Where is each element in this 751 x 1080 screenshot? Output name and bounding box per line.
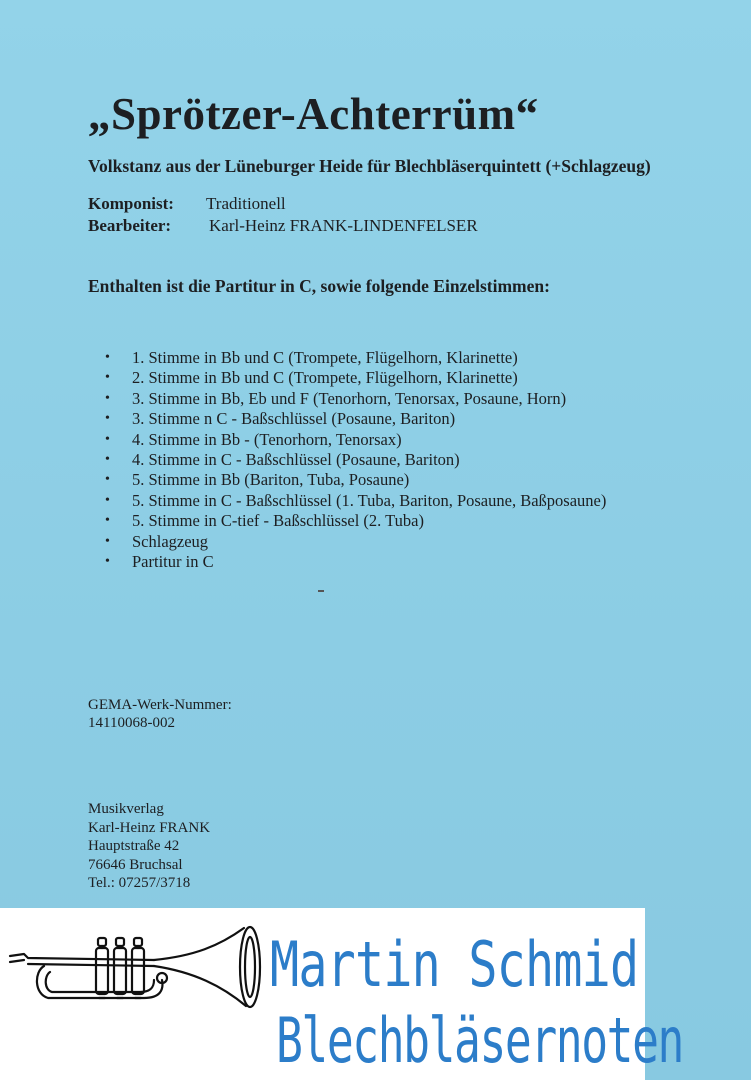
scan-speck xyxy=(318,590,324,592)
composer-name: Traditionell xyxy=(206,194,286,213)
contents-heading: Enthalten ist die Partitur in C, sowie folgende Einzelstimmen: xyxy=(88,276,550,296)
gema-number: 14110068-002 xyxy=(88,715,175,731)
publisher-line: 76646 Bruchsal xyxy=(88,856,183,873)
list-item: • 5. Stimme in Bb (Bariton, Tuba, Posaune) xyxy=(105,470,606,490)
list-item: • 2. Stimme in Bb und C (Trompete, Flügelhorn, Klarinette) xyxy=(105,368,606,388)
arranger-label: Bearbeiter: xyxy=(88,216,172,235)
publisher-line: Hauptstraße 42 xyxy=(88,838,180,855)
gema-block xyxy=(88,696,232,732)
composer-label: Komponist: xyxy=(88,194,174,213)
gema-label: GEMA-Werk-Nummer: xyxy=(88,697,232,713)
watermark-line-1: Martin Schmid xyxy=(270,928,639,1001)
trumpet-icon xyxy=(4,920,272,1012)
publisher-line: Tel.: 07257/3718 xyxy=(88,875,191,892)
publisher-line: Karl-Heinz FRANK xyxy=(88,819,211,836)
list-item: • 4. Stimme in C - Baßschlüssel (Posaune, Bariton) xyxy=(105,450,606,470)
watermark-banner xyxy=(0,908,683,1080)
publisher-address xyxy=(88,800,210,893)
list-item: • 3. Stimme n C - Baßschlüssel (Posaune, Bariton) xyxy=(105,409,606,429)
list-item: • Schlagzeug xyxy=(105,532,606,552)
arranger-line xyxy=(88,216,478,236)
list-item: • 5. Stimme in C-tief - Baßschlüssel (2. Tuba) xyxy=(105,511,606,531)
piece-subtitle: Volkstanz aus der Lüneburger Heide für Blechbläserquintett (+Schlagzeug) xyxy=(88,156,651,176)
arranger-name: Karl-Heinz FRANK-LINDENFELSER xyxy=(209,216,478,235)
piece-title: „Sprötzer-Achterrüm“ xyxy=(88,89,539,139)
list-item: • 1. Stimme in Bb und C (Trompete, Flügelhorn, Klarinette) xyxy=(105,348,606,368)
publisher-line: Musikverlag xyxy=(88,801,164,817)
list-item: • Partitur in C xyxy=(105,552,606,572)
parts-list xyxy=(105,348,606,572)
list-item: • 4. Stimme in Bb - (Tenorhorn, Tenorsax) xyxy=(105,430,606,450)
composer-line xyxy=(88,194,286,214)
watermark-line-2: Blechbläsernoten xyxy=(276,1004,683,1077)
list-item: • 5. Stimme in C - Baßschlüssel (1. Tuba, Bariton, Posaune, Baßposaune) xyxy=(105,491,606,511)
list-item: • 3. Stimme in Bb, Eb und F (Tenorhorn, Tenorsax, Posaune, Horn) xyxy=(105,389,606,409)
